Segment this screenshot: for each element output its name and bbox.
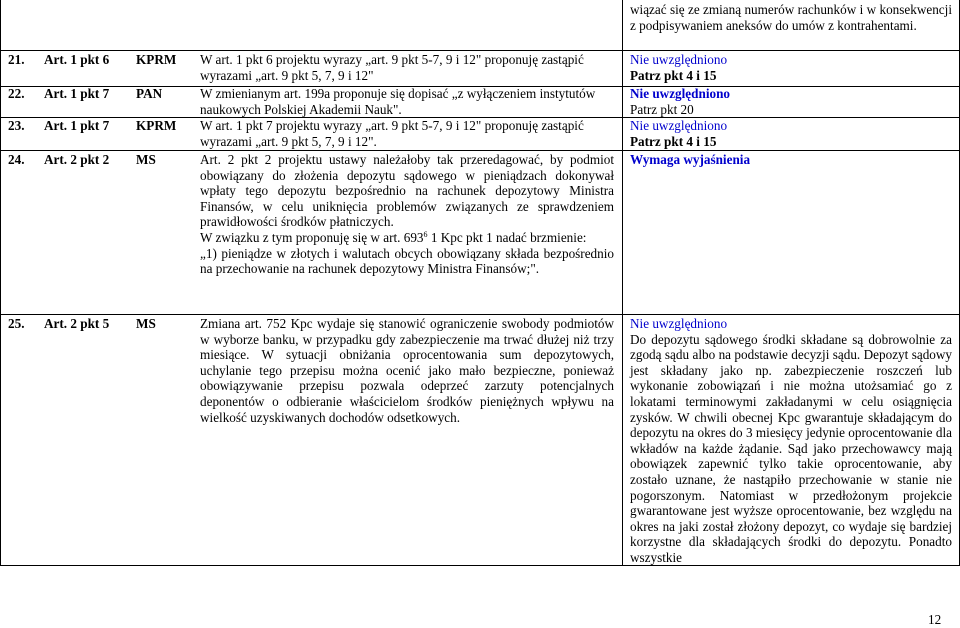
article-ref: Art. 1 pkt 7 <box>44 86 110 101</box>
decision-note: Do depozytu sądowego środki składane są dobrowolnie za zgodą sądu albo na podstawie decyzji sądu. Depozyt sądowy jest składany jako np. zabezpieczenie roszczeń lub wykonanie zobowiązań i nie można utożsamiać go z lokatami terminowymi zakładanymi w celu osiągnięcia zysków. W chwili obecnej Kpc gwarantuje składającym do depozytu na okres do 3 miesięcy jedynie oprocentowanie dla wkładów na każde żądanie. Sąd jako przechowawcy mają obowiązek zapewnić tylko takie oprocentowanie, aby zostało uznane, że nastąpiło przechowanie w stanie nie pogorszonym. Natomiast w przedłożonym projekcie gwarantowane jest wyższe oprocentowanie, bez względu na okres na jaki został złożony depozyt, co wydaje się bardziej korzystne dla składających środki do depozytu. Ponadto wszystkie <box>630 331 952 565</box>
proposal-text <box>200 152 614 277</box>
proposal-paragraph: „1) pieniądze w złotych i walutach obcych obowiązany składa bezpośrednio na przechowanie na rachunek depozytowy Ministra Finansów;". <box>200 245 614 277</box>
proposal-paragraph: Art. 2 pkt 2 projektu ustawy należałoby tak przeredagować, by podmiot obowiązany do złożenia depozytu sądowego w pieniądzach dokonywał wpłaty tego depozytu bezpośrednio na rachunek depozytowy Ministra Finansów, w celu uniknięcia problemów związanych ze sprawdzeniem prawidłowości środków płatniczych. <box>200 152 614 230</box>
row-number: 22. <box>8 86 25 101</box>
superscript: 6 <box>423 229 428 239</box>
table-rule <box>0 314 960 315</box>
decision-note: Patrz pkt 4 i 15 <box>630 67 717 83</box>
article-ref: Art. 2 pkt 5 <box>44 316 110 331</box>
page-number: 12 <box>928 612 942 627</box>
table-rule <box>0 50 960 51</box>
row-number: 24. <box>8 152 25 167</box>
organization: KPRM <box>136 52 177 67</box>
proposal-text: W art. 1 pkt 7 projektu wyrazy „art. 9 pkt 5-7, 9 i 12" proponuję zastąpić wyrazami „art. 9 pkt 5, 7, 9 i 12". <box>200 118 584 149</box>
table-column-rule <box>0 0 1 565</box>
position-cell <box>630 52 952 83</box>
row-number: 21. <box>8 52 25 67</box>
decision-status: Nie uwzględniono <box>630 316 728 331</box>
proposal-text: W art. 1 pkt 6 projektu wyrazy „art. 9 pkt 5-7, 9 i 12" proponuję zastąpić wyrazami „art. 9 pkt 5, 7, 9 i 12" <box>200 52 584 83</box>
table-rule <box>0 150 960 151</box>
proposal-fragment: 1 Kpc pkt 1 nadać brzmienie: <box>427 229 587 245</box>
article-ref: Art. 2 pkt 2 <box>44 152 110 167</box>
article-ref: Art. 1 pkt 7 <box>44 118 110 133</box>
decision-note: Patrz pkt 20 <box>630 101 694 117</box>
position-cell <box>630 118 952 149</box>
position-cell <box>630 316 952 566</box>
position-cell <box>630 86 952 117</box>
continued-note: wiązać się ze zmianą numerów rachunków i w konsekwencji z podpisywaniem aneksów do umów z kontrahentami. <box>630 2 952 33</box>
organization: PAN <box>136 86 163 101</box>
organization: MS <box>136 152 156 167</box>
article-ref: Art. 1 pkt 6 <box>44 52 110 67</box>
row-number: 23. <box>8 118 25 133</box>
proposal-fragment: W związku z tym proponuję się w art. 693 <box>200 229 424 245</box>
decision-status: Nie uwzględniono <box>630 86 731 101</box>
position-cell <box>630 152 952 168</box>
proposal-text: W zmienianym art. 199a proponuje się dopisać „z wyłączeniem instytutów naukowych Polskiej Akademii Nauk". <box>200 86 596 117</box>
row-number: 25. <box>8 316 25 331</box>
proposal-paragraph <box>200 230 614 246</box>
decision-status: Wymaga wyjaśnienia <box>630 152 751 167</box>
decision-note: Patrz pkt 4 i 15 <box>630 133 717 149</box>
table-column-rule <box>622 0 623 565</box>
organization: MS <box>136 316 156 331</box>
decision-status: Nie uwzględniono <box>630 118 728 133</box>
decision-status: Nie uwzględniono <box>630 52 728 67</box>
proposal-text: Zmiana art. 752 Kpc wydaje się stanowić ograniczenie swobody podmiotów w wyborze banku, w przypadku gdy zabezpieczenie ma trwać dłużej niż trzy miesiące. W sytuacji obniżania oprocentowania sum depozytowych, uchylanie tego przepisu można ocenić jako mało bezpieczne, ponieważ obowiązywanie przepisu pozwala odeprzeć zarzuty potencjalnych deponentów o odbieranie właścicielom środków pieniężnych wpływu na wielkość uzyskiwanych dochodów odsetkowych. <box>200 316 614 425</box>
organization: KPRM <box>136 118 177 133</box>
